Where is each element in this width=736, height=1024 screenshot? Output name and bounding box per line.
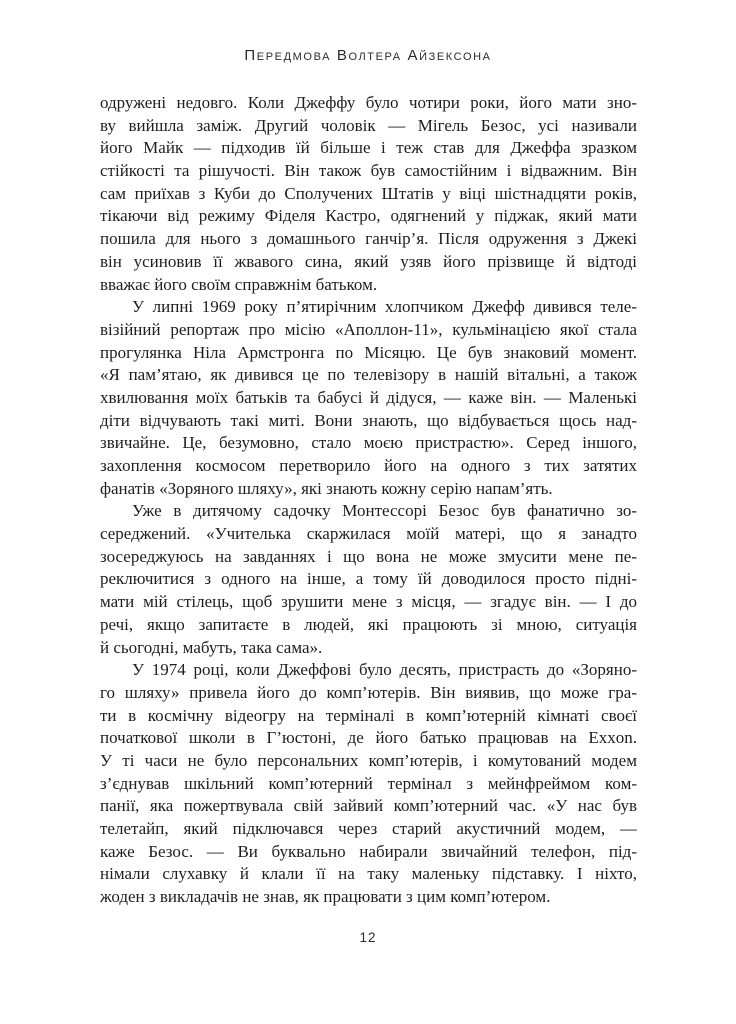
text-line: «Я пам’ятаю, як дивився це по телевізору в нашій вітальні, а також bbox=[100, 365, 637, 385]
text-line: й сьогодні, мабуть, така сама». bbox=[100, 637, 323, 657]
text-line: початкової школи в Г’юстоні, де його батько працював на Exxon. bbox=[100, 728, 637, 748]
text-line: одружені недовго. Коли Джеффу було чотири роки, його мати зно- bbox=[100, 93, 637, 112]
text-line: го шляху» привела його до комп’ютерів. Він виявив, що може гра- bbox=[100, 682, 637, 702]
text-line: захоплення космосом перетворило його на одного з тих затятих bbox=[100, 456, 637, 475]
text-line: хвилювання моїх батьків та бабусі й дідуся, — каже він. — Маленькі bbox=[100, 387, 637, 407]
text-line: його Майк — підходив їй більше і теж став для Джеффа зразком bbox=[100, 138, 637, 158]
text-line: телетайп, який підключався через старий акустичний модем, — bbox=[100, 819, 637, 838]
text-line: Уже в дитячому садочку Монтессорі Безос був фанатично зо- bbox=[132, 501, 637, 521]
text-line: вважає його своїм справжнім батьком. bbox=[100, 274, 378, 294]
paragraph bbox=[100, 659, 637, 909]
text-line: У 1974 році, коли Джеффові було десять, пристрасть до «Зоряно- bbox=[132, 660, 637, 680]
text-line: середжений. «Учителька скаржилася моїй матері, що я занадто bbox=[100, 524, 637, 544]
text-line: з’єднував шкільний комп’ютерний термінал з мейнфреймом ком- bbox=[100, 773, 637, 793]
text-line: діти відчувають такі миті. Вони знають, що відбувається щось над- bbox=[100, 410, 637, 430]
body-text bbox=[100, 92, 637, 909]
text-line: фанатів «Зоряного шляху», які знають кожну серію напам’ять. bbox=[100, 478, 553, 498]
text-line: прогулянка Ніла Армстронга по Місяцю. Це був знаковий момент. bbox=[100, 342, 637, 362]
text-line: ти в космічну відеогру на терміналі в комп’ютерній кімнаті своєї bbox=[100, 705, 637, 725]
text-line: звичайне. Це, безумовно, стало моєю пристрастю». Серед іншого, bbox=[100, 433, 637, 453]
paragraph bbox=[100, 92, 637, 296]
text-line: він усиновив її жвавого сина, який узяв його прізвище й відтоді bbox=[100, 251, 637, 271]
text-line: У ті часи не було персональних комп’ютерів, і комутований модем bbox=[100, 750, 637, 770]
text-line: речі, якщо запитаєте в людей, які працюють зі мною, ситуація bbox=[100, 614, 637, 634]
text-line: ву вийшла заміж. Другий чоловік — Мігель Безос, усі називали bbox=[100, 115, 637, 135]
text-line: зосереджуюсь на завданнях і що вона не може змусити мене пе- bbox=[100, 546, 637, 566]
text-line: тікаючи від режиму Фіделя Кастро, одягнений у піджак, який мати bbox=[100, 206, 637, 226]
text-line: панії, яка пожертвувала свій зайвий комп’ютерний час. «У нас був bbox=[100, 796, 637, 816]
text-line: У липні 1969 року п’ятирічним хлопчиком Джефф дивився теле- bbox=[132, 297, 637, 317]
paragraph bbox=[100, 500, 637, 659]
text-line: пошила для нього з домашнього ганчір’я. Після одруження з Джекі bbox=[100, 229, 637, 249]
text-line: жоден з викладачів не знав, як працювати з цим комп’ютером. bbox=[100, 887, 551, 907]
text-line: мати мій стілець, щоб зрушити мене з місця, — згадує він. — І до bbox=[100, 592, 637, 612]
page-number: 12 bbox=[359, 930, 377, 945]
paragraph bbox=[100, 296, 637, 500]
text-line: візійний репортаж про місію «Аполлон-11», кульмінацією якої стала bbox=[100, 319, 637, 339]
text-line: сам приїхав з Куби до Сполучених Штатів у віці шістнадцяти років, bbox=[100, 183, 637, 203]
text-line: каже Безос. — Ви буквально набирали звичайний телефон, під- bbox=[100, 841, 637, 861]
text-line: німали слухавку й клали її на таку маленьку підставку. І ніхто, bbox=[100, 864, 637, 884]
text-line: реключитися з одного на інше, а тому їй доводилося просто підні- bbox=[100, 569, 637, 589]
running-header: Передмова Волтера Айзексона bbox=[244, 47, 492, 64]
text-line: стійкості та рішучості. Він також був самостійним і відважним. Він bbox=[100, 161, 637, 181]
